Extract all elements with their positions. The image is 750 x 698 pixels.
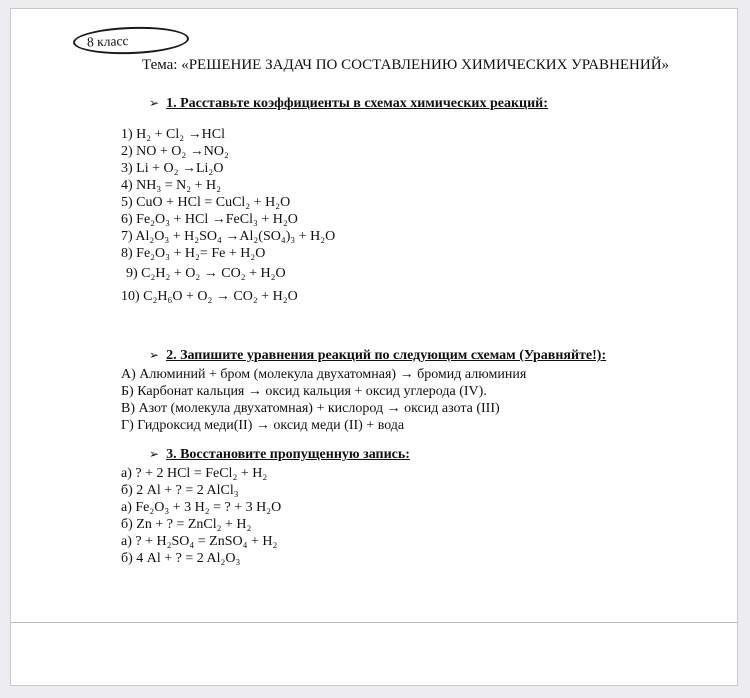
equation-line: 9) C₂H₂ + O₂ → CO₂ + H₂O [126, 266, 286, 281]
arrow-bullet-icon: ➢ [149, 348, 160, 362]
page-title: Тема: «РЕШЕНИЕ ЗАДАЧ ПО СОСТАВЛЕНИЮ ХИМИЧЕСКИХ УРАВНЕНИЙ» [142, 57, 670, 73]
grade-label: 8 класс [86, 32, 129, 50]
section1-heading [121, 95, 701, 112]
equation-line: 10) C₂H₆O + O₂ → CO₂ + H₂O [121, 289, 298, 304]
document-content [121, 95, 701, 567]
restore-line: б) 2 Al + ? = 2 AlCl₃ [121, 483, 239, 498]
equation-line: 7) Al₂O₃ + H₂SO₄ →Al₂(SO₄)₃ + H₂O [121, 229, 336, 244]
section2-scheme-list [121, 366, 701, 434]
section3-heading [121, 446, 701, 463]
section3-restore-list [121, 465, 701, 567]
restore-line: а) ? + H₂SO₄ = ZnSO₄ + H₂ [121, 534, 278, 549]
equation-line: 3) Li + O₂ →Li₂O [121, 161, 224, 176]
arrow-bullet-icon: ➢ [149, 96, 160, 110]
equation-line: 5) CuO + HCl = CuCl₂ + H₂O [121, 195, 291, 210]
equation-line: 6) Fe₂O₃ + HCl →FeCl₃ + H₂O [121, 212, 298, 227]
section3-heading-text: 3. Восстановите пропущенную запись: [166, 447, 410, 462]
section1-heading-text: 1. Расставьте коэффициенты в схемах химических реакций: [166, 96, 548, 111]
scheme-line: Г) Гидроксид меди(II) → оксид меди (II) + вода [121, 418, 405, 433]
document-page [10, 8, 738, 686]
equation-line: 4) NH₃ = N₂ + H₂ [121, 178, 222, 193]
section1-equation-list [121, 126, 701, 305]
footer-divider-line [11, 622, 737, 623]
grade-label-oval [73, 25, 190, 56]
restore-line: б) 4 Al + ? = 2 Al₂O₃ [121, 551, 241, 566]
arrow-bullet-icon: ➢ [149, 447, 160, 461]
scheme-line: Б) Карбонат кальция → оксид кальция + оксид углерода (IV). [121, 384, 487, 399]
section2-heading-text: 2. Запишите уравнения реакций по следующим схемам (Уравняйте!): [166, 348, 607, 363]
scheme-line: А) Алюминий + бром (молекула двухатомная) → бромид алюминия [121, 367, 527, 382]
equation-line: 1) H₂ + Cl₂ →HCl [121, 127, 225, 142]
restore-line: а) ? + 2 HCl = FeCl₂ + H₂ [121, 466, 268, 481]
equation-line: 8) Fe₂O₃ + H₂= Fe + H₂O [121, 246, 266, 261]
section2-heading [121, 347, 701, 364]
equation-line: 2) NO + O₂ →NO₂ [121, 144, 229, 159]
restore-line: а) Fe₂O₃ + 3 H₂ = ? + 3 H₂O [121, 500, 282, 515]
scheme-line: В) Азот (молекула двухатомная) + кислород → оксид азота (III) [121, 401, 500, 416]
restore-line: б) Zn + ? = ZnCl₂ + H₂ [121, 517, 252, 532]
